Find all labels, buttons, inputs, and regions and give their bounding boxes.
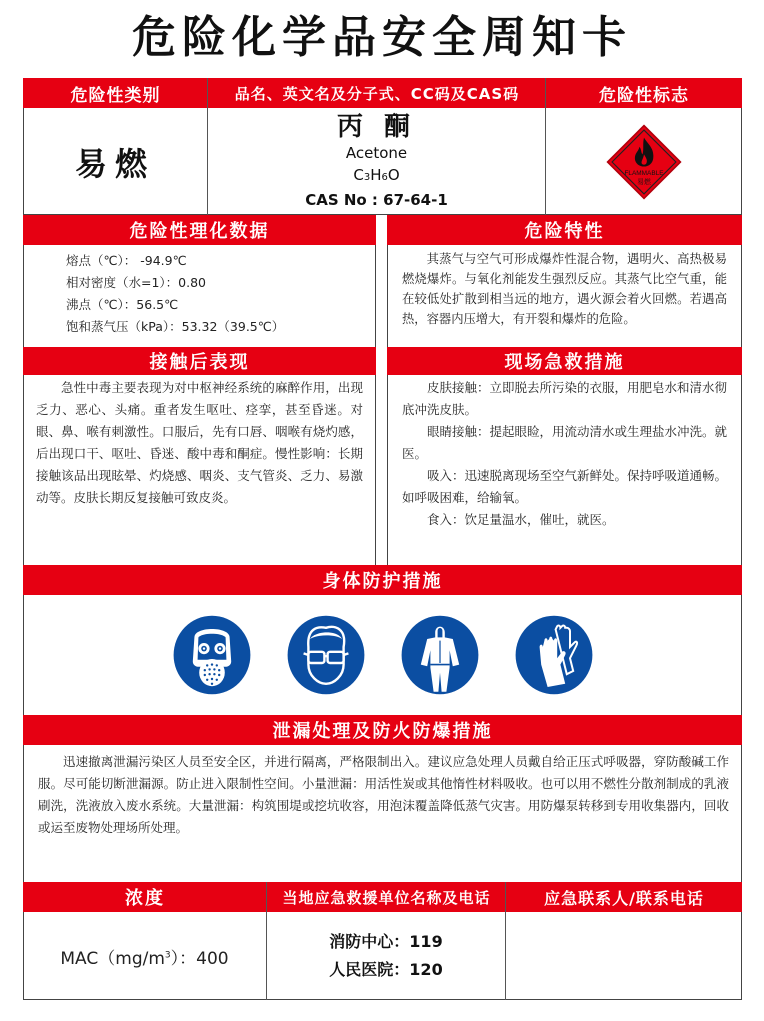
header-hazard-props-label: 危险特性 bbox=[524, 221, 605, 242]
first-aid-item: 吸入：迅速脱离现场至空气新鲜处。保持呼吸道通畅。如呼吸困难，给输氧。 bbox=[402, 468, 728, 505]
product-formula: C3H6O bbox=[353, 166, 400, 184]
header-exposure bbox=[23, 347, 376, 375]
header-concentration-label: 浓度 bbox=[125, 888, 165, 909]
header-hazard-class-label: 危险性类别 bbox=[70, 85, 161, 106]
header-first-aid bbox=[387, 347, 742, 375]
header-product-name bbox=[208, 78, 546, 108]
product-cell bbox=[208, 108, 545, 215]
hazard-class-cell bbox=[23, 108, 207, 215]
first-aid-box bbox=[387, 375, 742, 565]
gas-mask-icon bbox=[172, 615, 252, 695]
emergency-contact-cell bbox=[506, 912, 742, 1000]
card-title: 危险化学品安全周知卡 bbox=[132, 12, 632, 63]
ppe-icons bbox=[172, 615, 594, 695]
rescue-cell bbox=[267, 912, 505, 1000]
physchem-line: 熔点（℃）： -94.9℃ bbox=[66, 253, 187, 268]
product-name-en: Acetone bbox=[345, 144, 408, 162]
product-name-cn: 丙 酮 bbox=[336, 112, 417, 142]
rescue-hospital: 人民医院：120 bbox=[329, 960, 443, 979]
flammable-diamond-icon bbox=[606, 124, 682, 200]
physchem-line: 相对密度（水=1）：0.80 bbox=[66, 275, 207, 290]
concentration-cell bbox=[23, 912, 266, 1000]
hazard-props-box bbox=[387, 245, 742, 348]
safety-goggles-icon bbox=[286, 615, 366, 695]
header-hazard-sign bbox=[546, 78, 742, 108]
header-hazard-sign-label: 危险性标志 bbox=[599, 85, 689, 106]
concentration-value: $MAC(mg/m^3)$：400 bbox=[60, 948, 229, 969]
svg-text:易燃: 易燃 bbox=[637, 177, 651, 186]
header-spill bbox=[23, 715, 742, 745]
header-rescue-units bbox=[267, 882, 506, 912]
header-physchem bbox=[23, 215, 376, 245]
exposure-text: 急性中毒主要表现为对中枢神经系统的麻醉作用，出现乏力、恶心、头痛。重者发生呕吐、痉挛，甚至昏迷。对眼、鼻、喉有刺激性。口服后，先有口唇、咽喉有烧灼感，后出现口干、呕吐、昏迷、酸中毒和酮症。慢性影响：长期接触该品出现眩晕、灼烧感、咽炎、支气管炎、乏力、易激动等。皮肤长期反复接触可致皮炎。 bbox=[36, 380, 363, 505]
hazard-class-value: 易燃 bbox=[74, 144, 155, 183]
header-emergency-contact-label: 应急联系人/联系电话 bbox=[544, 888, 704, 908]
exposure-box bbox=[23, 375, 376, 565]
spill-box bbox=[23, 745, 742, 882]
physchem-line: 沸点（℃）：56.5℃ bbox=[66, 297, 179, 312]
hazard-sign-cell bbox=[546, 108, 742, 215]
header-ppe-label: 身体防护措施 bbox=[322, 571, 443, 592]
header-physchem-label: 危险性理化数据 bbox=[129, 221, 270, 242]
svg-text:FLAMMABLE: FLAMMABLE bbox=[624, 169, 664, 177]
rescue-fire: 消防中心：119 bbox=[329, 932, 443, 951]
product-cas: CAS No : 67-64-1 bbox=[305, 191, 448, 209]
protective-suit-icon bbox=[400, 615, 480, 695]
header-hazard-class bbox=[23, 78, 208, 108]
first-aid-item: 皮肤接触：立即脱去所污染的衣服，用肥皂水和清水彻底冲洗皮肤。 bbox=[402, 380, 728, 417]
physchem-line: 饱和蒸气压（kPa）：53.32（39.5℃） bbox=[66, 319, 285, 334]
header-emergency-contact bbox=[506, 882, 742, 912]
header-ppe bbox=[23, 565, 742, 595]
header-product-name-label: 品名、英文名及分子式、CC码及CAS码 bbox=[234, 84, 520, 103]
header-hazard-props bbox=[387, 215, 742, 245]
physchem-box bbox=[23, 245, 376, 348]
spill-text: 迅速撤离泄漏污染区人员至安全区，并进行隔离，严格限制出入。建议应急处理人员戴自给正压式呼吸器，穿防酸碱工作服。尽可能切断泄漏源。防止进入限制性空间。小量泄漏：用活性炭或其他惰性材料吸收。也可以用不燃性分散剂制成的乳液刷洗，洗液放入废水系统。大量泄漏：构筑围堤或挖坑收容，用泡沫覆盖降低蒸气灾害。用防爆泵转移到专用收集器内，回收或运至废物处理场所处理。 bbox=[38, 754, 729, 835]
protective-gloves-icon bbox=[514, 615, 594, 695]
header-exposure-label: 接触后表现 bbox=[149, 352, 250, 373]
header-spill-label: 泄漏处理及防火防爆措施 bbox=[272, 721, 493, 742]
ppe-box bbox=[23, 595, 742, 715]
header-concentration bbox=[23, 882, 267, 912]
hazard-props-text: 其蒸气与空气可形成爆炸性混合物，遇明火、高热极易燃烧爆炸。与氧化剂能发生强烈反应。其蒸气比空气重，能在较低处扩散到相当远的地方，遇火源会着火回燃。若遇高热，容器内压增大，有开裂和爆炸的危险。 bbox=[402, 252, 727, 326]
header-rescue-units-label: 当地应急救援单位名称及电话 bbox=[282, 888, 491, 907]
header-first-aid-label: 现场急救措施 bbox=[504, 352, 625, 373]
first-aid-item: 眼睛接触：提起眼睑，用流动清水或生理盐水冲洗。就医。 bbox=[402, 424, 728, 461]
first-aid-item: 食入：饮足量温水，催吐，就医。 bbox=[427, 512, 615, 527]
